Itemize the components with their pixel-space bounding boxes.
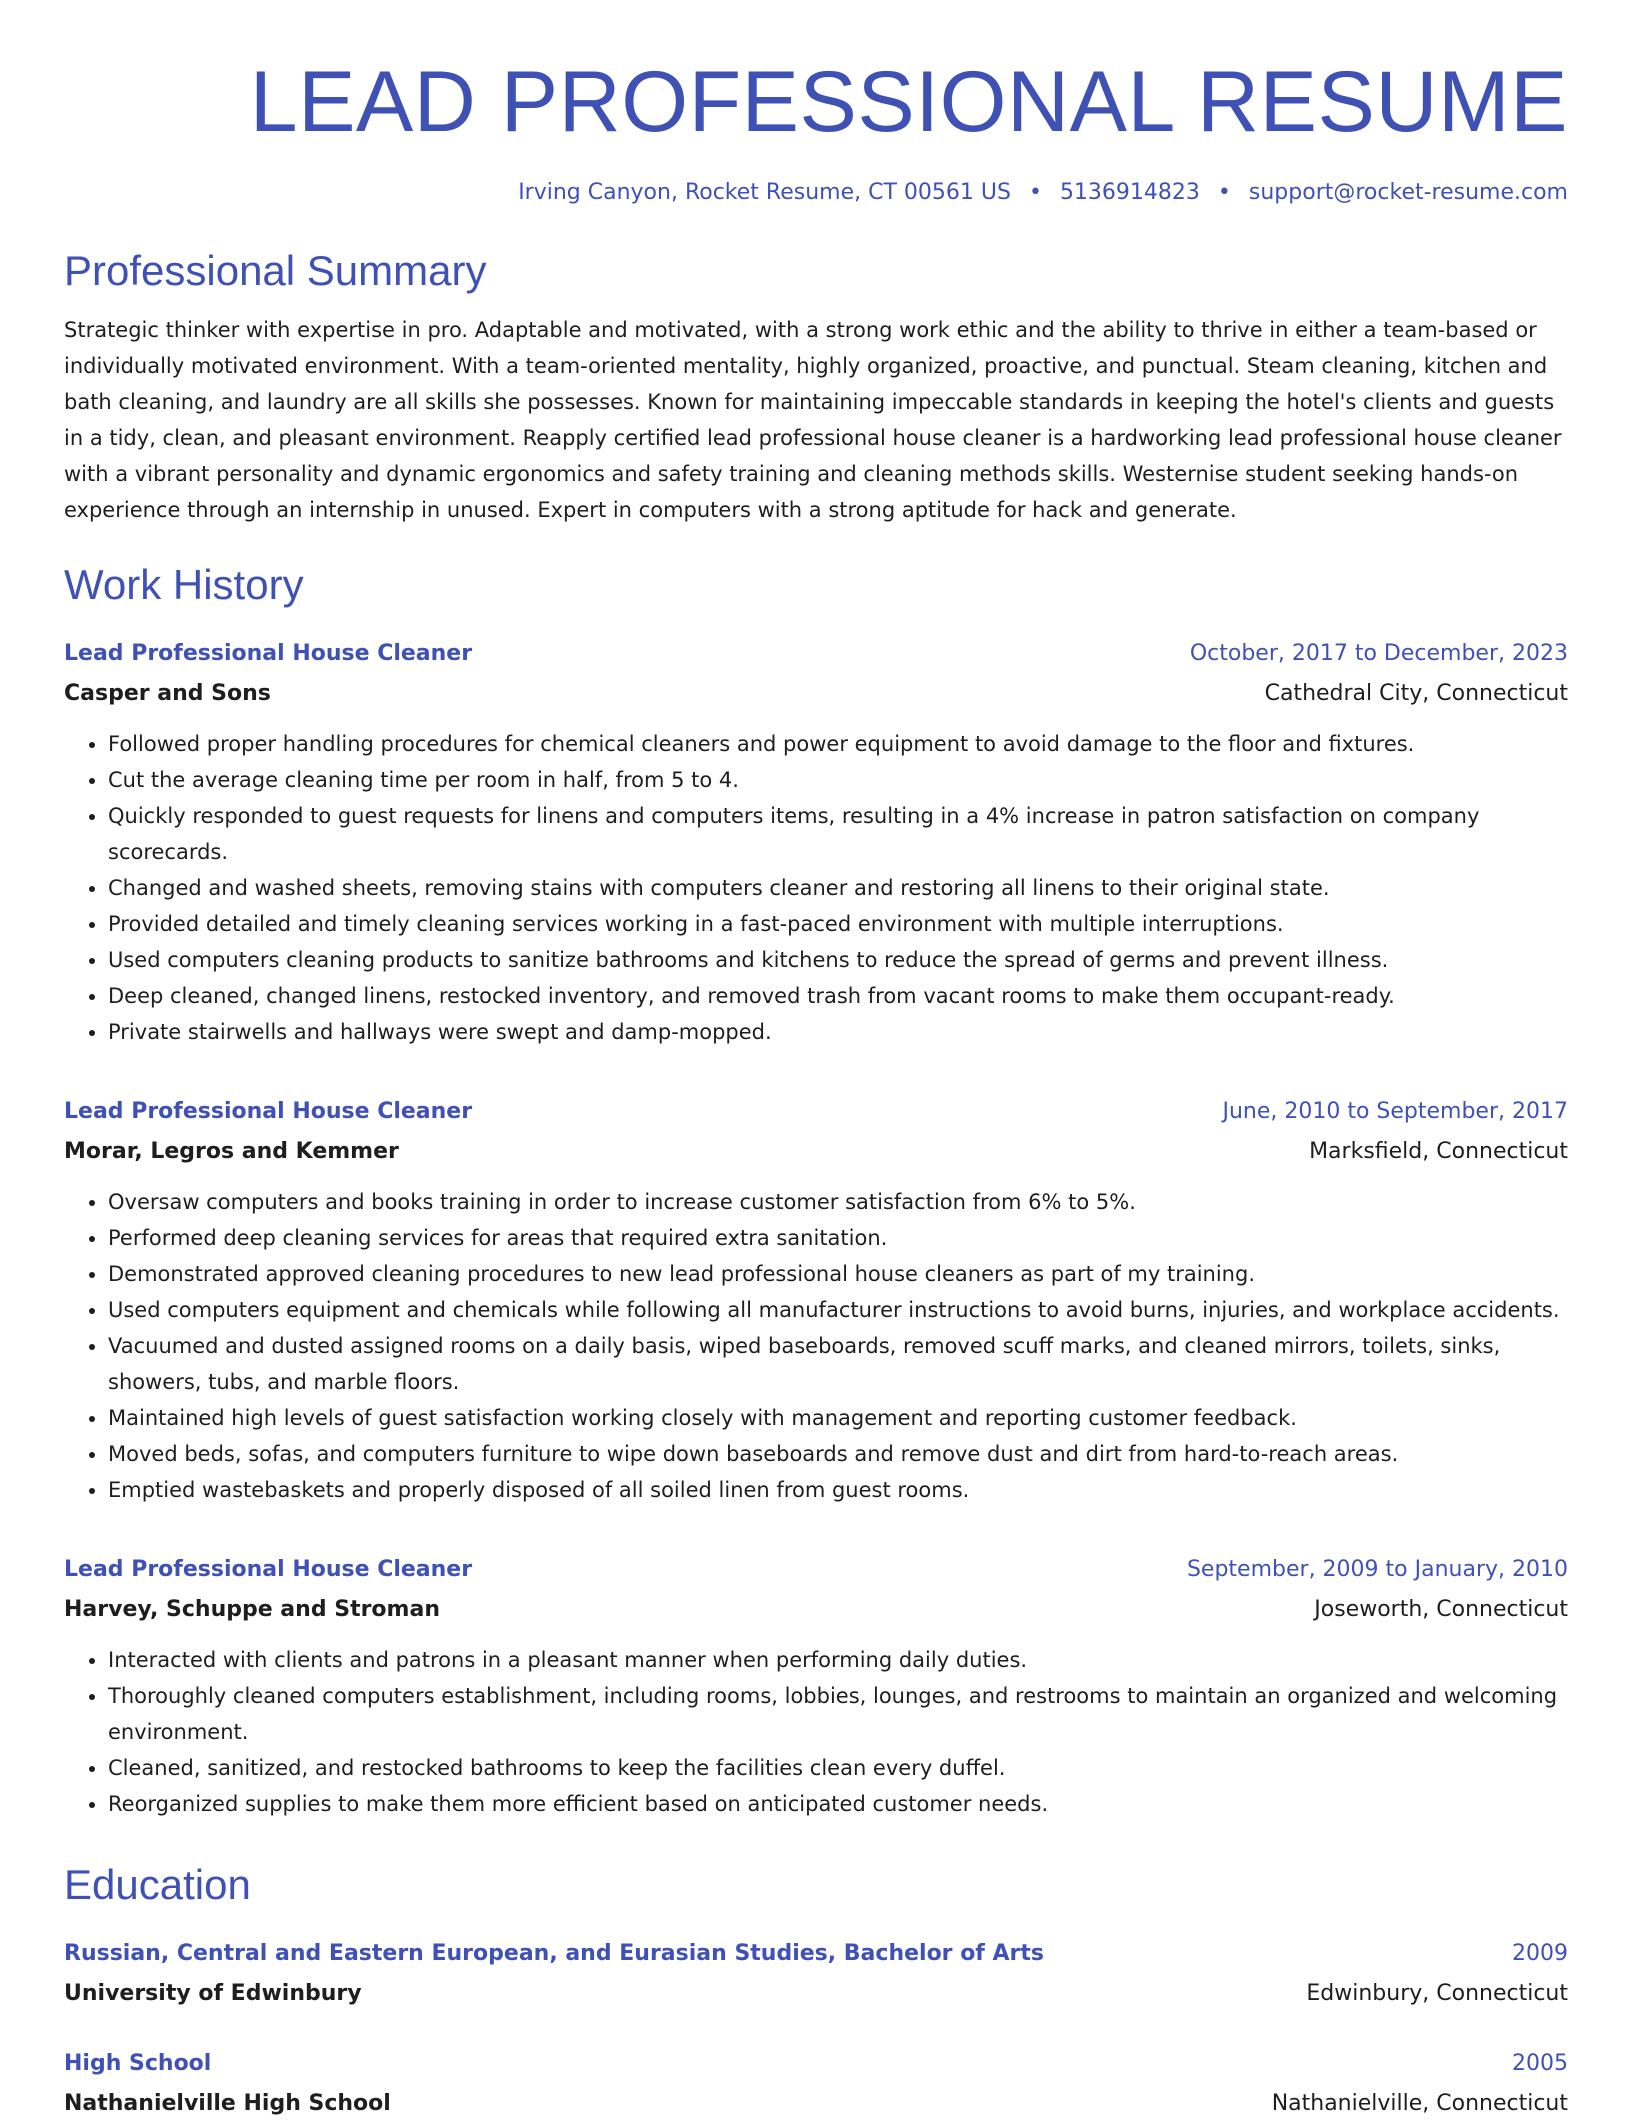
education-school-row bbox=[64, 1972, 1568, 2012]
job-bullet: • Oversaw computers and books training in order to increase customer satisfaction from 6% to 5%. bbox=[108, 1184, 1568, 1220]
job-bullet: • Followed proper handling procedures for chemical cleaners and power equipment to avoid damage to the floor and fixtures. bbox=[108, 726, 1568, 762]
job-bullet: • Maintained high levels of guest satisfaction working closely with management and reporting customer feedback. bbox=[108, 1400, 1568, 1436]
job-bullets bbox=[64, 1642, 1568, 1822]
job-bullet: • Vacuumed and dusted assigned rooms on a daily basis, wiped baseboards, removed scuff marks, and cleaned mirrors, toilets, sinks, showers, tubs, and marble floors. bbox=[108, 1328, 1568, 1400]
job-bullet: • Reorganized supplies to make them more efficient based on anticipated customer needs. bbox=[108, 1786, 1568, 1822]
education-degree: High School bbox=[64, 2051, 212, 2076]
job-bullet: • Changed and washed sheets, removing stains with computers cleaner and restoring all linens to their original state. bbox=[108, 870, 1568, 906]
job-dates: June, 2010 to September, 2017 bbox=[1222, 1099, 1568, 1124]
job-dates: September, 2009 to January, 2010 bbox=[1186, 1557, 1568, 1582]
summary-heading: Professional Summary bbox=[64, 247, 487, 294]
education-location: Nathanielville, Connecticut bbox=[1271, 2091, 1568, 2116]
job-bullet: • Performed deep cleaning services for areas that required extra sanitation. bbox=[108, 1220, 1568, 1256]
education-school: University of Edwinbury bbox=[64, 1981, 362, 2006]
education-degree: Russian, Central and Eastern European, and Eurasian Studies, Bachelor of Arts bbox=[64, 1941, 1045, 1966]
job-bullet: • Emptied wastebaskets and properly disposed of all soiled linen from guest rooms. bbox=[108, 1472, 1568, 1508]
education-header-row bbox=[64, 1936, 1568, 1972]
education-location: Edwinbury, Connecticut bbox=[1306, 1981, 1568, 2006]
job-location: Joseworth, Connecticut bbox=[1314, 1597, 1568, 1622]
contact-email: support@rocket-resume.com bbox=[1248, 180, 1568, 205]
job-title: Lead Professional House Cleaner bbox=[64, 1557, 473, 1582]
job-company: Harvey, Schuppe and Stroman bbox=[64, 1597, 440, 1622]
job-bullets bbox=[64, 1184, 1568, 1508]
job-bullet: • Cleaned, sanitized, and restocked bathrooms to keep the facilities clean every duffel. bbox=[108, 1750, 1568, 1786]
education-entry bbox=[64, 1936, 1568, 2012]
job-company-row bbox=[64, 672, 1568, 712]
job-dates: October, 2017 to December, 2023 bbox=[1189, 641, 1568, 666]
education-entry bbox=[64, 2046, 1568, 2122]
job-bullet: • Deep cleaned, changed linens, restocked inventory, and removed trash from vacant rooms to make them occupant-ready. bbox=[108, 978, 1568, 1014]
job-entry bbox=[64, 636, 1568, 1050]
job-entry bbox=[64, 1094, 1568, 1508]
job-bullet: • Used computers equipment and chemicals while following all manufacturer instructions to avoid burns, injuries, and workplace accidents. bbox=[108, 1292, 1568, 1328]
job-bullet: • Quickly responded to guest requests for linens and computers items, resulting in a 4% increase in patron satisfaction on company scorecards. bbox=[108, 798, 1568, 870]
job-bullet: • Used computers cleaning products to sanitize bathrooms and kitchens to reduce the spread of germs and prevent illness. bbox=[108, 942, 1568, 978]
education-year: 2009 bbox=[1512, 1941, 1568, 1966]
contact-separator: • bbox=[1028, 180, 1042, 205]
job-header-row bbox=[64, 636, 1568, 672]
resume-title: LEAD PROFESSIONAL RESUME bbox=[249, 54, 1568, 150]
job-bullets bbox=[64, 726, 1568, 1050]
job-location: Marksfield, Connecticut bbox=[1309, 1139, 1568, 1164]
job-location: Cathedral City, Connecticut bbox=[1264, 681, 1568, 706]
job-bullet: • Cut the average cleaning time per room in half, from 5 to 4. bbox=[108, 762, 1568, 798]
job-bullet: • Provided detailed and timely cleaning services working in a fast-paced environment with multiple interruptions. bbox=[108, 906, 1568, 942]
job-company: Morar, Legros and Kemmer bbox=[64, 1139, 399, 1164]
job-header-row bbox=[64, 1552, 1568, 1588]
job-title: Lead Professional House Cleaner bbox=[64, 641, 473, 666]
job-company-row bbox=[64, 1588, 1568, 1628]
education-year: 2005 bbox=[1512, 2051, 1568, 2076]
education-heading: Education bbox=[64, 1861, 251, 1908]
job-bullet: • Moved beds, sofas, and computers furniture to wipe down baseboards and remove dust and dirt from hard-to-reach areas. bbox=[108, 1436, 1568, 1472]
summary-text: Strategic thinker with expertise in pro. Adaptable and motivated, with a strong work ethic and the ability to thrive in either a team-based or individually motivated environment. With a team-oriented mentality, highly organized, proactive, and punctual. Steam cleaning, kitchen and bath cleaning, and laundry are all skills she possesses. Known for maintaining impeccable standards in keeping the hotel's clients and guests in a tidy, clean, and pleasant environment. Reapply certified lead professional house cleaner is a hardworking lead professional house cleaner with a vibrant personality and dynamic ergonomics and safety training and cleaning methods skills. Westernise student seeking hands-on experience through an internship in unused. Expert in computers with a strong aptitude for hack and generate. bbox=[64, 318, 1562, 522]
contact-address: Irving Canyon, Rocket Resume, CT 00561 US bbox=[518, 180, 1011, 205]
job-bullet: • Thoroughly cleaned computers establishment, including rooms, lobbies, lounges, and restrooms to maintain an organized and welcoming environment. bbox=[108, 1678, 1568, 1750]
work-history-heading: Work History bbox=[64, 561, 304, 608]
job-header-row bbox=[64, 1094, 1568, 1130]
job-bullet: • Demonstrated approved cleaning procedures to new lead professional house cleaners as part of my training. bbox=[108, 1256, 1568, 1292]
job-entry bbox=[64, 1552, 1568, 1822]
education-school: Nathanielville High School bbox=[64, 2091, 391, 2116]
contact-separator: • bbox=[1217, 180, 1231, 205]
job-bullet: • Interacted with clients and patrons in a pleasant manner when performing daily duties. bbox=[108, 1642, 1568, 1678]
job-company-row bbox=[64, 1130, 1568, 1170]
contact-line bbox=[64, 178, 1568, 208]
contact-phone: 5136914823 bbox=[1059, 180, 1200, 205]
job-bullet: • Private stairwells and hallways were swept and damp-mopped. bbox=[108, 1014, 1568, 1050]
education-school-row bbox=[64, 2082, 1568, 2122]
job-company: Casper and Sons bbox=[64, 681, 271, 706]
job-title: Lead Professional House Cleaner bbox=[64, 1099, 473, 1124]
education-header-row bbox=[64, 2046, 1568, 2082]
